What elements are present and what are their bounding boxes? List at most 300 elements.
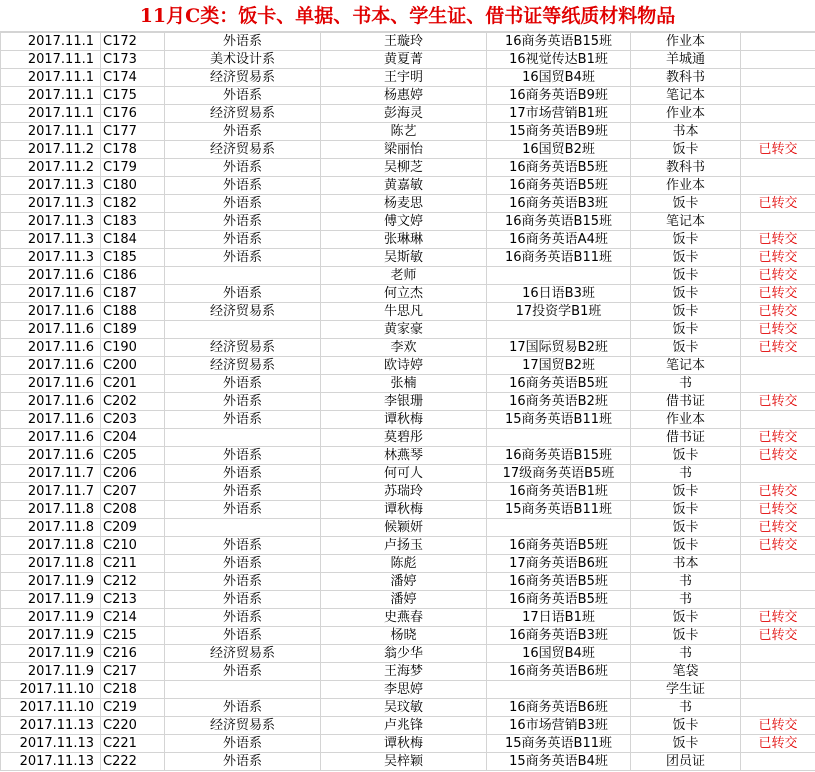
cell-date[interactable]: 2017.11.6 — [1, 447, 101, 465]
cell-class[interactable]: 15商务英语B4班 — [487, 753, 631, 771]
cell-item[interactable]: 饭卡 — [631, 627, 741, 645]
cell-department[interactable] — [165, 681, 321, 699]
table-row — [1, 33, 815, 51]
cell-class[interactable]: 16商务英语B11班 — [487, 249, 631, 267]
cell-status[interactable] — [741, 663, 815, 681]
cell-item[interactable]: 饭卡 — [631, 321, 741, 339]
cell-code[interactable]: C179 — [101, 159, 165, 177]
cell-code[interactable]: C209 — [101, 519, 165, 537]
cell-status[interactable] — [741, 69, 815, 87]
cell-item[interactable]: 饭卡 — [631, 195, 741, 213]
cell-code[interactable]: C217 — [101, 663, 165, 681]
cell-class[interactable]: 16商务英语B5班 — [487, 375, 631, 393]
cell-class[interactable]: 15商务英语B9班 — [487, 123, 631, 141]
cell-name[interactable]: 黄嘉敏 — [321, 177, 487, 195]
cell-date[interactable]: 2017.11.1 — [1, 33, 101, 51]
cell-name[interactable]: 老师 — [321, 267, 487, 285]
cell-status[interactable] — [741, 51, 815, 69]
cell-class[interactable]: 16商务英语B5班 — [487, 537, 631, 555]
cell-date[interactable]: 2017.11.9 — [1, 645, 101, 663]
cell-code[interactable]: C173 — [101, 51, 165, 69]
cell-date[interactable]: 2017.11.13 — [1, 717, 101, 735]
table-row — [1, 681, 815, 699]
cell-code[interactable]: C188 — [101, 303, 165, 321]
cell-class[interactable]: 17市场营销B1班 — [487, 105, 631, 123]
cell-item[interactable]: 书本 — [631, 555, 741, 573]
cell-name[interactable]: 候颖妍 — [321, 519, 487, 537]
cell-status[interactable] — [741, 699, 815, 717]
cell-date[interactable]: 2017.11.9 — [1, 627, 101, 645]
cell-item[interactable]: 饭卡 — [631, 267, 741, 285]
cell-status[interactable] — [741, 357, 815, 375]
cell-department[interactable]: 外语系 — [165, 375, 321, 393]
cell-item[interactable]: 作业本 — [631, 177, 741, 195]
cell-code[interactable]: C178 — [101, 141, 165, 159]
cell-item[interactable]: 笔袋 — [631, 663, 741, 681]
cell-status[interactable] — [741, 465, 815, 483]
cell-name[interactable]: 潘婷 — [321, 591, 487, 609]
cell-class[interactable]: 16市场营销B3班 — [487, 717, 631, 735]
cell-name[interactable]: 黄家豪 — [321, 321, 487, 339]
cell-code[interactable]: C208 — [101, 501, 165, 519]
cell-class[interactable]: 16商务英语B3班 — [487, 195, 631, 213]
cell-class[interactable]: 16日语B3班 — [487, 285, 631, 303]
cell-department[interactable]: 外语系 — [165, 393, 321, 411]
cell-date[interactable]: 2017.11.2 — [1, 141, 101, 159]
sheet-title: 11月C类：饭卡、单据、书本、学生证、借书证等纸质材料物品 — [0, 0, 815, 32]
cell-code[interactable]: C216 — [101, 645, 165, 663]
cell-date[interactable]: 2017.11.3 — [1, 249, 101, 267]
cell-code[interactable]: C213 — [101, 591, 165, 609]
cell-name[interactable]: 谭秋梅 — [321, 411, 487, 429]
cell-item[interactable]: 书 — [631, 375, 741, 393]
cell-name[interactable]: 李银珊 — [321, 393, 487, 411]
cell-status[interactable]: 已转交 — [741, 519, 815, 537]
cell-department[interactable]: 经济贸易系 — [165, 357, 321, 375]
cell-status[interactable] — [741, 681, 815, 699]
cell-date[interactable]: 2017.11.9 — [1, 609, 101, 627]
table-row — [1, 321, 815, 339]
cell-name[interactable]: 彭海灵 — [321, 105, 487, 123]
cell-name[interactable]: 苏瑞玲 — [321, 483, 487, 501]
cell-code[interactable]: C206 — [101, 465, 165, 483]
cell-date[interactable]: 2017.11.13 — [1, 735, 101, 753]
cell-class[interactable]: 16商务英语B5班 — [487, 159, 631, 177]
cell-item[interactable]: 饭卡 — [631, 537, 741, 555]
cell-item[interactable]: 教科书 — [631, 159, 741, 177]
table-row — [1, 87, 815, 105]
cell-date[interactable]: 2017.11.3 — [1, 195, 101, 213]
cell-code[interactable]: C200 — [101, 357, 165, 375]
cell-status[interactable]: 已转交 — [741, 141, 815, 159]
cell-item[interactable]: 书本 — [631, 123, 741, 141]
cell-department[interactable]: 外语系 — [165, 609, 321, 627]
cell-status[interactable]: 已转交 — [741, 339, 815, 357]
cell-class[interactable]: 16商务英语B3班 — [487, 627, 631, 645]
cell-name[interactable]: 史燕春 — [321, 609, 487, 627]
cell-code[interactable]: C211 — [101, 555, 165, 573]
cell-item[interactable]: 教科书 — [631, 69, 741, 87]
cell-department[interactable]: 外语系 — [165, 177, 321, 195]
cell-status[interactable]: 已转交 — [741, 537, 815, 555]
cell-item[interactable]: 饭卡 — [631, 303, 741, 321]
cell-class[interactable]: 16商务英语B15班 — [487, 33, 631, 51]
cell-date[interactable]: 2017.11.1 — [1, 69, 101, 87]
cell-class[interactable]: 16商务英语A4班 — [487, 231, 631, 249]
cell-class[interactable]: 15商务英语B11班 — [487, 411, 631, 429]
cell-department[interactable] — [165, 519, 321, 537]
cell-department[interactable]: 外语系 — [165, 591, 321, 609]
cell-status[interactable]: 已转交 — [741, 609, 815, 627]
cell-date[interactable]: 2017.11.2 — [1, 159, 101, 177]
cell-department[interactable]: 外语系 — [165, 663, 321, 681]
cell-date[interactable]: 2017.11.8 — [1, 501, 101, 519]
cell-department[interactable]: 外语系 — [165, 501, 321, 519]
table-row — [1, 177, 815, 195]
cell-item[interactable]: 笔记本 — [631, 87, 741, 105]
cell-class[interactable] — [487, 681, 631, 699]
cell-class[interactable]: 17商务英语B6班 — [487, 555, 631, 573]
cell-status[interactable]: 已转交 — [741, 483, 815, 501]
cell-department[interactable]: 外语系 — [165, 285, 321, 303]
cell-date[interactable]: 2017.11.6 — [1, 303, 101, 321]
cell-name[interactable]: 吴斯敏 — [321, 249, 487, 267]
cell-department[interactable]: 外语系 — [165, 123, 321, 141]
cell-item[interactable]: 羊城通 — [631, 51, 741, 69]
cell-item[interactable]: 饭卡 — [631, 483, 741, 501]
cell-name[interactable]: 傅文婷 — [321, 213, 487, 231]
cell-date[interactable]: 2017.11.1 — [1, 87, 101, 105]
cell-code[interactable]: C201 — [101, 375, 165, 393]
cell-class[interactable]: 16国贸B4班 — [487, 69, 631, 87]
cell-code[interactable]: C182 — [101, 195, 165, 213]
cell-date[interactable]: 2017.11.9 — [1, 573, 101, 591]
cell-date[interactable]: 2017.11.9 — [1, 591, 101, 609]
cell-name[interactable]: 梁丽怡 — [321, 141, 487, 159]
cell-department[interactable] — [165, 321, 321, 339]
cell-date[interactable]: 2017.11.3 — [1, 213, 101, 231]
cell-department[interactable]: 经济贸易系 — [165, 303, 321, 321]
cell-status[interactable]: 已转交 — [741, 627, 815, 645]
cell-class[interactable]: 15商务英语B11班 — [487, 501, 631, 519]
cell-code[interactable]: C207 — [101, 483, 165, 501]
cell-status[interactable]: 已转交 — [741, 285, 815, 303]
cell-date[interactable]: 2017.11.10 — [1, 681, 101, 699]
cell-status[interactable]: 已转交 — [741, 231, 815, 249]
cell-item[interactable]: 借书证 — [631, 429, 741, 447]
cell-date[interactable]: 2017.11.6 — [1, 339, 101, 357]
cell-date[interactable]: 2017.11.6 — [1, 375, 101, 393]
cell-name[interactable]: 吴梓颖 — [321, 753, 487, 771]
cell-item[interactable]: 饭卡 — [631, 519, 741, 537]
table-row — [1, 51, 815, 69]
cell-date[interactable]: 2017.11.13 — [1, 753, 101, 771]
cell-date[interactable]: 2017.11.3 — [1, 231, 101, 249]
cell-code[interactable]: C214 — [101, 609, 165, 627]
cell-item[interactable]: 书 — [631, 645, 741, 663]
cell-code[interactable]: C175 — [101, 87, 165, 105]
cell-name[interactable]: 张楠 — [321, 375, 487, 393]
cell-date[interactable]: 2017.11.6 — [1, 429, 101, 447]
cell-status[interactable] — [741, 213, 815, 231]
table-row — [1, 735, 815, 753]
cell-date[interactable]: 2017.11.7 — [1, 465, 101, 483]
cell-code[interactable]: C172 — [101, 33, 165, 51]
cell-department[interactable]: 外语系 — [165, 699, 321, 717]
cell-department[interactable]: 外语系 — [165, 87, 321, 105]
cell-code[interactable]: C202 — [101, 393, 165, 411]
cell-class[interactable]: 16商务英语B15班 — [487, 213, 631, 231]
cell-status[interactable] — [741, 159, 815, 177]
cell-status[interactable]: 已转交 — [741, 393, 815, 411]
cell-department[interactable]: 经济贸易系 — [165, 645, 321, 663]
cell-name[interactable]: 何立杰 — [321, 285, 487, 303]
cell-code[interactable]: C205 — [101, 447, 165, 465]
cell-date[interactable]: 2017.11.10 — [1, 699, 101, 717]
cell-class[interactable]: 17日语B1班 — [487, 609, 631, 627]
cell-status[interactable] — [741, 753, 815, 771]
table-row — [1, 483, 815, 501]
cell-date[interactable]: 2017.11.1 — [1, 51, 101, 69]
cell-item[interactable]: 饭卡 — [631, 609, 741, 627]
cell-class[interactable]: 16商务英语B6班 — [487, 699, 631, 717]
cell-date[interactable]: 2017.11.6 — [1, 285, 101, 303]
cell-code[interactable]: C180 — [101, 177, 165, 195]
cell-class[interactable]: 16视觉传达B1班 — [487, 51, 631, 69]
cell-item[interactable]: 饭卡 — [631, 249, 741, 267]
cell-status[interactable] — [741, 105, 815, 123]
cell-code[interactable]: C218 — [101, 681, 165, 699]
cell-department[interactable]: 美术设计系 — [165, 51, 321, 69]
cell-status[interactable] — [741, 33, 815, 51]
cell-class[interactable]: 16商务英语B5班 — [487, 177, 631, 195]
cell-status[interactable]: 已转交 — [741, 447, 815, 465]
cell-name[interactable]: 王璇玲 — [321, 33, 487, 51]
cell-department[interactable]: 外语系 — [165, 249, 321, 267]
cell-name[interactable]: 吴柳芝 — [321, 159, 487, 177]
cell-department[interactable]: 外语系 — [165, 483, 321, 501]
cell-status[interactable] — [741, 123, 815, 141]
cell-code[interactable]: C221 — [101, 735, 165, 753]
cell-department[interactable]: 外语系 — [165, 159, 321, 177]
cell-status[interactable]: 已转交 — [741, 501, 815, 519]
cell-department[interactable]: 外语系 — [165, 411, 321, 429]
cell-status[interactable] — [741, 573, 815, 591]
cell-name[interactable]: 翁少华 — [321, 645, 487, 663]
cell-name[interactable]: 卢扬玉 — [321, 537, 487, 555]
cell-item[interactable]: 作业本 — [631, 105, 741, 123]
cell-status[interactable] — [741, 87, 815, 105]
cell-code[interactable]: C212 — [101, 573, 165, 591]
cell-status[interactable]: 已转交 — [741, 735, 815, 753]
cell-department[interactable]: 外语系 — [165, 573, 321, 591]
cell-code[interactable]: C187 — [101, 285, 165, 303]
cell-department[interactable]: 经济贸易系 — [165, 339, 321, 357]
cell-status[interactable] — [741, 555, 815, 573]
cell-date[interactable]: 2017.11.6 — [1, 267, 101, 285]
cell-code[interactable]: C184 — [101, 231, 165, 249]
cell-department[interactable]: 经济贸易系 — [165, 69, 321, 87]
cell-name[interactable]: 陈彪 — [321, 555, 487, 573]
cell-class[interactable]: 17级商务英语B5班 — [487, 465, 631, 483]
cell-department[interactable]: 外语系 — [165, 753, 321, 771]
cell-name[interactable]: 杨晓 — [321, 627, 487, 645]
cell-status[interactable] — [741, 375, 815, 393]
cell-item[interactable]: 借书证 — [631, 393, 741, 411]
cell-item[interactable]: 作业本 — [631, 411, 741, 429]
cell-class[interactable]: 17投资学B1班 — [487, 303, 631, 321]
cell-class[interactable]: 17国际贸易B2班 — [487, 339, 631, 357]
cell-name[interactable]: 林燕琴 — [321, 447, 487, 465]
cell-class[interactable]: 17国贸B2班 — [487, 357, 631, 375]
cell-class[interactable]: 16商务英语B6班 — [487, 663, 631, 681]
cell-code[interactable]: C204 — [101, 429, 165, 447]
cell-status[interactable]: 已转交 — [741, 195, 815, 213]
cell-class[interactable] — [487, 519, 631, 537]
cell-department[interactable]: 经济贸易系 — [165, 141, 321, 159]
cell-class[interactable]: 16商务英语B1班 — [487, 483, 631, 501]
cell-class[interactable] — [487, 321, 631, 339]
cell-department[interactable]: 经济贸易系 — [165, 717, 321, 735]
cell-class[interactable] — [487, 429, 631, 447]
cell-name[interactable]: 张琳琳 — [321, 231, 487, 249]
cell-status[interactable]: 已转交 — [741, 267, 815, 285]
table-row — [1, 357, 815, 375]
cell-date[interactable]: 2017.11.9 — [1, 663, 101, 681]
cell-status[interactable]: 已转交 — [741, 249, 815, 267]
cell-item[interactable]: 作业本 — [631, 33, 741, 51]
cell-item[interactable]: 饭卡 — [631, 285, 741, 303]
cell-code[interactable]: C177 — [101, 123, 165, 141]
cell-name[interactable]: 王宇明 — [321, 69, 487, 87]
cell-department[interactable]: 外语系 — [165, 735, 321, 753]
cell-name[interactable]: 陈艺 — [321, 123, 487, 141]
cell-department[interactable]: 经济贸易系 — [165, 105, 321, 123]
cell-department[interactable]: 外语系 — [165, 537, 321, 555]
cell-date[interactable]: 2017.11.6 — [1, 321, 101, 339]
cell-department[interactable]: 外语系 — [165, 213, 321, 231]
cell-code[interactable]: C186 — [101, 267, 165, 285]
cell-date[interactable]: 2017.11.8 — [1, 537, 101, 555]
cell-code[interactable]: C210 — [101, 537, 165, 555]
cell-date[interactable]: 2017.11.8 — [1, 555, 101, 573]
cell-name[interactable]: 杨惠婷 — [321, 87, 487, 105]
cell-item[interactable]: 饭卡 — [631, 231, 741, 249]
cell-department[interactable]: 外语系 — [165, 627, 321, 645]
cell-code[interactable]: C219 — [101, 699, 165, 717]
table-row — [1, 213, 815, 231]
cell-code[interactable]: C203 — [101, 411, 165, 429]
cell-status[interactable] — [741, 645, 815, 663]
cell-item[interactable]: 书 — [631, 573, 741, 591]
cell-status[interactable]: 已转交 — [741, 717, 815, 735]
cell-code[interactable]: C222 — [101, 753, 165, 771]
table-row — [1, 375, 815, 393]
cell-department[interactable]: 外语系 — [165, 447, 321, 465]
cell-name[interactable]: 牛思凡 — [321, 303, 487, 321]
cell-department[interactable]: 外语系 — [165, 33, 321, 51]
cell-item[interactable]: 饭卡 — [631, 339, 741, 357]
cell-class[interactable]: 16国贸B2班 — [487, 141, 631, 159]
cell-name[interactable]: 杨麦思 — [321, 195, 487, 213]
cell-name[interactable]: 谭秋梅 — [321, 735, 487, 753]
cell-date[interactable]: 2017.11.6 — [1, 393, 101, 411]
cell-class[interactable]: 16商务英语B5班 — [487, 591, 631, 609]
cell-status[interactable] — [741, 177, 815, 195]
cell-class[interactable]: 15商务英语B11班 — [487, 735, 631, 753]
cell-code[interactable]: C176 — [101, 105, 165, 123]
cell-date[interactable]: 2017.11.7 — [1, 483, 101, 501]
cell-class[interactable]: 16商务英语B15班 — [487, 447, 631, 465]
cell-item[interactable]: 饭卡 — [631, 141, 741, 159]
cell-name[interactable]: 黄夏菁 — [321, 51, 487, 69]
cell-name[interactable]: 欧诗婷 — [321, 357, 487, 375]
cell-name[interactable]: 谭秋梅 — [321, 501, 487, 519]
cell-department[interactable]: 外语系 — [165, 465, 321, 483]
cell-date[interactable]: 2017.11.1 — [1, 123, 101, 141]
table-body — [1, 33, 815, 771]
cell-class[interactable]: 16商务英语B5班 — [487, 573, 631, 591]
cell-department[interactable]: 外语系 — [165, 195, 321, 213]
cell-class[interactable] — [487, 267, 631, 285]
cell-name[interactable]: 李欢 — [321, 339, 487, 357]
cell-status[interactable] — [741, 591, 815, 609]
cell-code[interactable]: C190 — [101, 339, 165, 357]
cell-name[interactable]: 莫碧彤 — [321, 429, 487, 447]
cell-class[interactable]: 16商务英语B2班 — [487, 393, 631, 411]
cell-code[interactable]: C189 — [101, 321, 165, 339]
cell-code[interactable]: C215 — [101, 627, 165, 645]
cell-date[interactable]: 2017.11.6 — [1, 357, 101, 375]
cell-department[interactable] — [165, 429, 321, 447]
cell-item[interactable]: 书 — [631, 465, 741, 483]
cell-name[interactable]: 潘婷 — [321, 573, 487, 591]
cell-item[interactable]: 书 — [631, 699, 741, 717]
cell-name[interactable]: 何可人 — [321, 465, 487, 483]
cell-department[interactable]: 外语系 — [165, 555, 321, 573]
cell-status[interactable]: 已转交 — [741, 303, 815, 321]
cell-item[interactable]: 饭卡 — [631, 735, 741, 753]
cell-code[interactable]: C220 — [101, 717, 165, 735]
cell-item[interactable]: 笔记本 — [631, 357, 741, 375]
cell-code[interactable]: C183 — [101, 213, 165, 231]
cell-item[interactable]: 书 — [631, 591, 741, 609]
cell-item[interactable]: 笔记本 — [631, 213, 741, 231]
cell-date[interactable]: 2017.11.1 — [1, 105, 101, 123]
cell-date[interactable]: 2017.11.8 — [1, 519, 101, 537]
cell-item[interactable]: 学生证 — [631, 681, 741, 699]
cell-name[interactable]: 李思婷 — [321, 681, 487, 699]
cell-status[interactable]: 已转交 — [741, 429, 815, 447]
cell-code[interactable]: C174 — [101, 69, 165, 87]
cell-item[interactable]: 饭卡 — [631, 447, 741, 465]
cell-item[interactable]: 饭卡 — [631, 501, 741, 519]
cell-class[interactable]: 16商务英语B9班 — [487, 87, 631, 105]
cell-date[interactable]: 2017.11.6 — [1, 411, 101, 429]
cell-class[interactable]: 16国贸B4班 — [487, 645, 631, 663]
cell-department[interactable]: 外语系 — [165, 231, 321, 249]
cell-item[interactable]: 饭卡 — [631, 717, 741, 735]
cell-status[interactable] — [741, 411, 815, 429]
cell-name[interactable]: 卢兆锋 — [321, 717, 487, 735]
cell-status[interactable]: 已转交 — [741, 321, 815, 339]
cell-name[interactable]: 吴玟敏 — [321, 699, 487, 717]
cell-department[interactable] — [165, 267, 321, 285]
cell-item[interactable]: 团员证 — [631, 753, 741, 771]
cell-name[interactable]: 王海梦 — [321, 663, 487, 681]
cell-code[interactable]: C185 — [101, 249, 165, 267]
cell-date[interactable]: 2017.11.3 — [1, 177, 101, 195]
